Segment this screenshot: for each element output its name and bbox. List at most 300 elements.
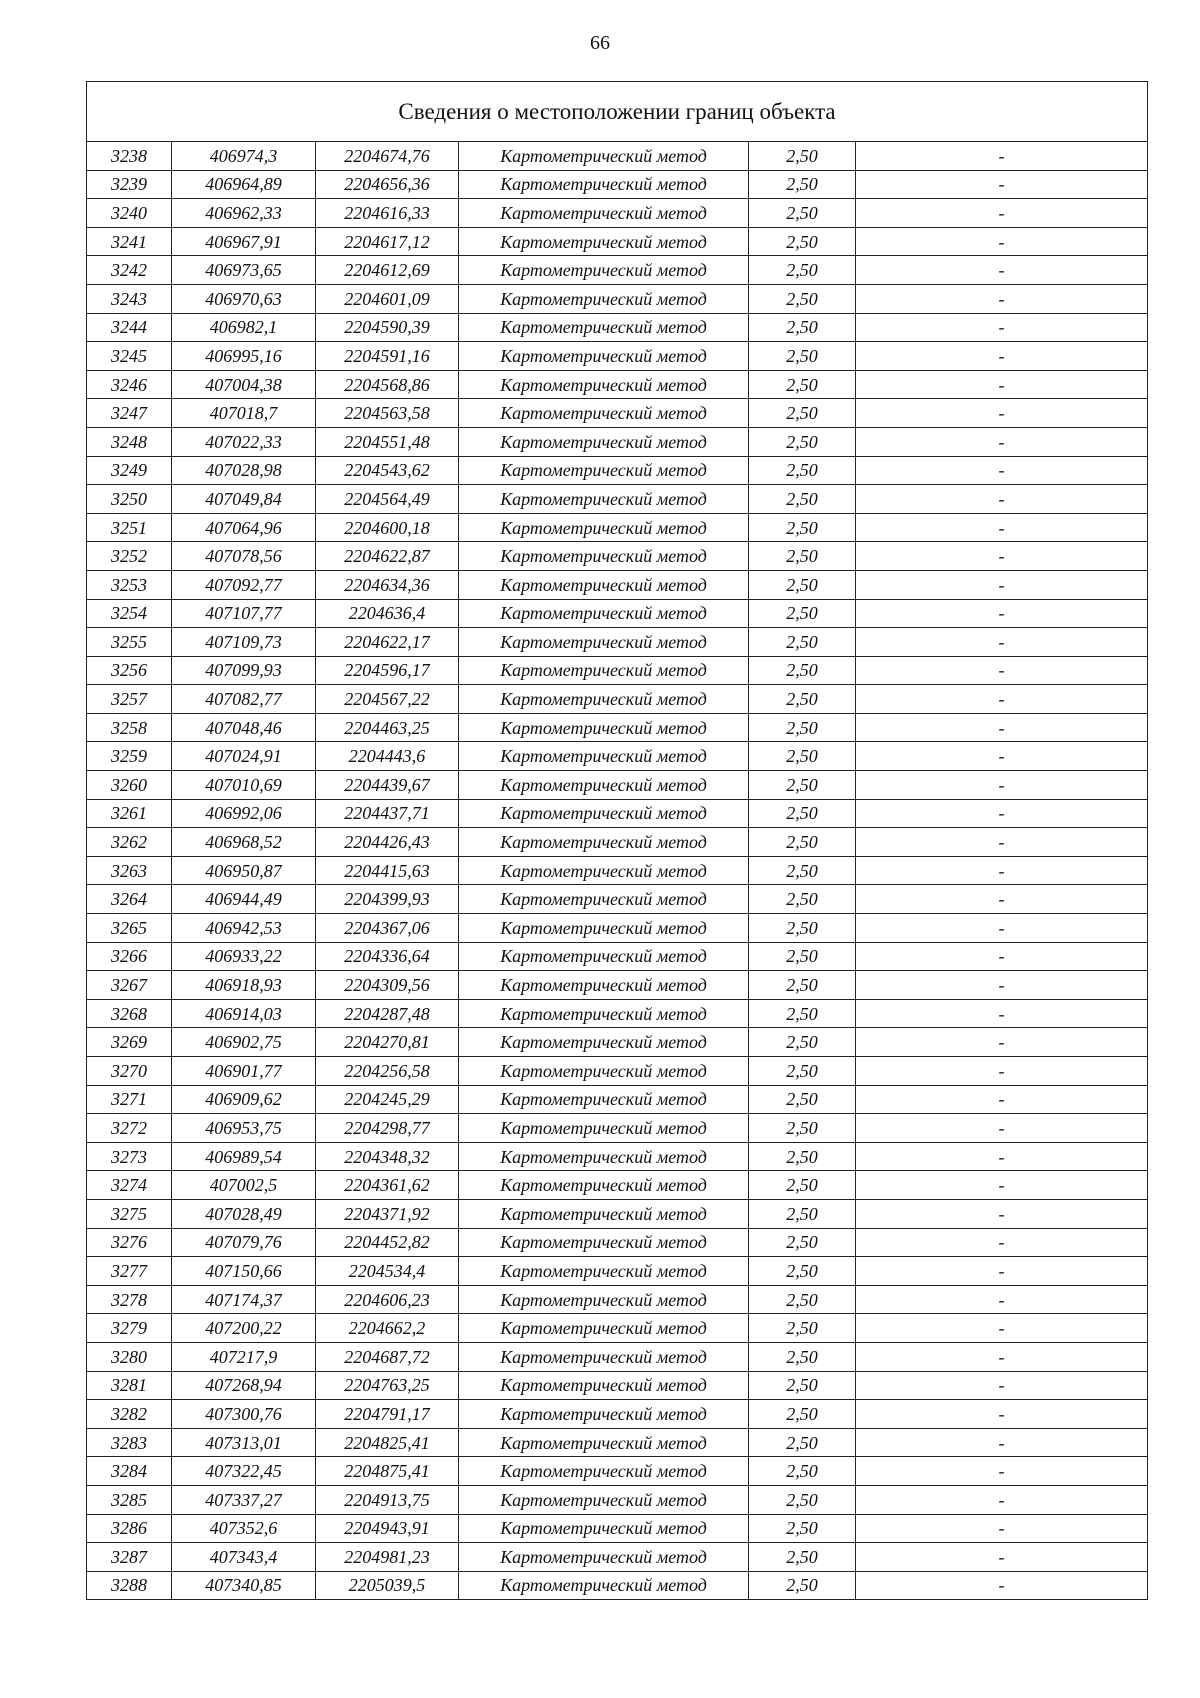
precision-cell: 2,50 [749,914,856,943]
x-coordinate-cell: 406901,77 [172,1057,316,1086]
table-row [87,771,1148,800]
description-cell: - [856,284,1148,313]
y-coordinate-cell: 2204348,32 [316,1142,459,1171]
y-coordinate-cell: 2204371,92 [316,1199,459,1228]
method-cell: Картометрический метод [459,942,749,971]
description-cell: - [856,1085,1148,1114]
method-cell: Картометрический метод [459,799,749,828]
y-coordinate-cell: 2204601,09 [316,284,459,313]
x-coordinate-cell: 406962,33 [172,199,316,228]
precision-cell: 2,50 [749,799,856,828]
point-number-cell: 3242 [87,256,172,285]
table-row [87,199,1148,228]
precision-cell: 2,50 [749,427,856,456]
x-coordinate-cell: 407109,73 [172,628,316,657]
table-row [87,142,1148,171]
y-coordinate-cell: 2204287,48 [316,999,459,1028]
table-row [87,256,1148,285]
method-cell: Картометрический метод [459,1114,749,1143]
y-coordinate-cell: 2204634,36 [316,570,459,599]
precision-cell: 2,50 [749,656,856,685]
method-cell: Картометрический метод [459,1228,749,1257]
y-coordinate-cell: 2204606,23 [316,1285,459,1314]
table-row [87,656,1148,685]
method-cell: Картометрический метод [459,142,749,171]
precision-cell: 2,50 [749,313,856,342]
point-number-cell: 3240 [87,199,172,228]
y-coordinate-cell: 2204596,17 [316,656,459,685]
table-row [87,628,1148,657]
y-coordinate-cell: 2204437,71 [316,799,459,828]
y-coordinate-cell: 2204463,25 [316,713,459,742]
description-cell: - [856,1485,1148,1514]
table-row [87,1057,1148,1086]
description-cell: - [856,256,1148,285]
precision-cell: 2,50 [749,856,856,885]
y-coordinate-cell: 2205039,5 [316,1571,459,1600]
y-coordinate-cell: 2204426,43 [316,828,459,857]
table-title-row [87,82,1148,142]
description-cell: - [856,1114,1148,1143]
table-row [87,542,1148,571]
table-row [87,1342,1148,1371]
precision-cell: 2,50 [749,256,856,285]
method-cell: Картометрический метод [459,1400,749,1429]
point-number-cell: 3263 [87,856,172,885]
point-number-cell: 3246 [87,370,172,399]
precision-cell: 2,50 [749,713,856,742]
precision-cell: 2,50 [749,1342,856,1371]
x-coordinate-cell: 407079,76 [172,1228,316,1257]
point-number-cell: 3285 [87,1485,172,1514]
y-coordinate-cell: 2204981,23 [316,1543,459,1572]
description-cell: - [856,1028,1148,1057]
precision-cell: 2,50 [749,1228,856,1257]
method-cell: Картометрический метод [459,656,749,685]
table-row [87,1228,1148,1257]
table-row [87,570,1148,599]
point-number-cell: 3279 [87,1314,172,1343]
x-coordinate-cell: 406974,3 [172,142,316,171]
x-coordinate-cell: 406914,03 [172,999,316,1028]
point-number-cell: 3245 [87,342,172,371]
precision-cell: 2,50 [749,1428,856,1457]
x-coordinate-cell: 406968,52 [172,828,316,857]
table-row [87,485,1148,514]
x-coordinate-cell: 406950,87 [172,856,316,885]
method-cell: Картометрический метод [459,227,749,256]
table-row [87,599,1148,628]
point-number-cell: 3260 [87,771,172,800]
y-coordinate-cell: 2204687,72 [316,1342,459,1371]
x-coordinate-cell: 407322,45 [172,1457,316,1486]
method-cell: Картометрический метод [459,685,749,714]
x-coordinate-cell: 407340,85 [172,1571,316,1600]
x-coordinate-cell: 407343,4 [172,1543,316,1572]
method-cell: Картометрический метод [459,342,749,371]
x-coordinate-cell: 406964,89 [172,170,316,199]
method-cell: Картометрический метод [459,1314,749,1343]
precision-cell: 2,50 [749,227,856,256]
method-cell: Картометрический метод [459,1257,749,1286]
table-row [87,1171,1148,1200]
precision-cell: 2,50 [749,771,856,800]
description-cell: - [856,999,1148,1028]
table-row [87,1457,1148,1486]
table-row [87,1400,1148,1429]
x-coordinate-cell: 406942,53 [172,914,316,943]
y-coordinate-cell: 2204367,06 [316,914,459,943]
y-coordinate-cell: 2204567,22 [316,685,459,714]
description-cell: - [856,1428,1148,1457]
y-coordinate-cell: 2204452,82 [316,1228,459,1257]
x-coordinate-cell: 407049,84 [172,485,316,514]
method-cell: Картометрический метод [459,713,749,742]
point-number-cell: 3267 [87,971,172,1000]
precision-cell: 2,50 [749,1457,856,1486]
point-number-cell: 3266 [87,942,172,971]
method-cell: Картометрический метод [459,771,749,800]
y-coordinate-cell: 2204622,17 [316,628,459,657]
table-row [87,856,1148,885]
method-cell: Картометрический метод [459,513,749,542]
description-cell: - [856,313,1148,342]
description-cell: - [856,742,1148,771]
x-coordinate-cell: 407010,69 [172,771,316,800]
y-coordinate-cell: 2204943,91 [316,1514,459,1543]
method-cell: Картометрический метод [459,313,749,342]
description-cell: - [856,342,1148,371]
precision-cell: 2,50 [749,628,856,657]
table-row [87,1257,1148,1286]
table-row [87,1142,1148,1171]
table-row [87,427,1148,456]
point-number-cell: 3248 [87,427,172,456]
table-row [87,713,1148,742]
y-coordinate-cell: 2204245,29 [316,1085,459,1114]
table-row [87,227,1148,256]
description-cell: - [856,170,1148,199]
x-coordinate-cell: 406944,49 [172,885,316,914]
precision-cell: 2,50 [749,570,856,599]
description-cell: - [856,199,1148,228]
method-cell: Картометрический метод [459,199,749,228]
description-cell: - [856,713,1148,742]
method-cell: Картометрический метод [459,1285,749,1314]
x-coordinate-cell: 406953,75 [172,1114,316,1143]
description-cell: - [856,427,1148,456]
table-row [87,170,1148,199]
point-number-cell: 3272 [87,1114,172,1143]
point-number-cell: 3261 [87,799,172,828]
description-cell: - [856,1199,1148,1228]
precision-cell: 2,50 [749,542,856,571]
point-number-cell: 3262 [87,828,172,857]
y-coordinate-cell: 2204563,58 [316,399,459,428]
description-cell: - [856,1228,1148,1257]
x-coordinate-cell: 406967,91 [172,227,316,256]
method-cell: Картометрический метод [459,256,749,285]
method-cell: Картометрический метод [459,914,749,943]
point-number-cell: 3264 [87,885,172,914]
description-cell: - [856,628,1148,657]
method-cell: Картометрический метод [459,885,749,914]
precision-cell: 2,50 [749,742,856,771]
method-cell: Картометрический метод [459,1142,749,1171]
y-coordinate-cell: 2204763,25 [316,1371,459,1400]
point-number-cell: 3250 [87,485,172,514]
point-number-cell: 3258 [87,713,172,742]
description-cell: - [856,485,1148,514]
description-cell: - [856,570,1148,599]
y-coordinate-cell: 2204270,81 [316,1028,459,1057]
page-number: 66 [590,32,610,54]
table-row [87,1085,1148,1114]
x-coordinate-cell: 407268,94 [172,1371,316,1400]
table-row [87,342,1148,371]
table-row [87,456,1148,485]
precision-cell: 2,50 [749,456,856,485]
precision-cell: 2,50 [749,1199,856,1228]
x-coordinate-cell: 407337,27 [172,1485,316,1514]
y-coordinate-cell: 2204415,63 [316,856,459,885]
method-cell: Картометрический метод [459,1514,749,1543]
table-row [87,1543,1148,1572]
table-title: Сведения о местоположении границ объекта [87,82,1148,142]
y-coordinate-cell: 2204875,41 [316,1457,459,1486]
description-cell: - [856,971,1148,1000]
precision-cell: 2,50 [749,1400,856,1429]
point-number-cell: 3273 [87,1142,172,1171]
method-cell: Картометрический метод [459,742,749,771]
method-cell: Картометрический метод [459,1457,749,1486]
table-row [87,399,1148,428]
point-number-cell: 3239 [87,170,172,199]
table-row [87,1485,1148,1514]
x-coordinate-cell: 406902,75 [172,1028,316,1057]
table-row [87,999,1148,1028]
table-row [87,1028,1148,1057]
description-cell: - [856,1142,1148,1171]
precision-cell: 2,50 [749,1514,856,1543]
x-coordinate-cell: 406970,63 [172,284,316,313]
y-coordinate-cell: 2204361,62 [316,1171,459,1200]
x-coordinate-cell: 406973,65 [172,256,316,285]
precision-cell: 2,50 [749,685,856,714]
description-cell: - [856,1057,1148,1086]
description-cell: - [856,656,1148,685]
table-row [87,971,1148,1000]
x-coordinate-cell: 407002,5 [172,1171,316,1200]
y-coordinate-cell: 2204336,64 [316,942,459,971]
method-cell: Картометрический метод [459,1342,749,1371]
description-cell: - [856,1314,1148,1343]
method-cell: Картометрический метод [459,485,749,514]
x-coordinate-cell: 406982,1 [172,313,316,342]
point-number-cell: 3254 [87,599,172,628]
y-coordinate-cell: 2204617,12 [316,227,459,256]
x-coordinate-cell: 406909,62 [172,1085,316,1114]
x-coordinate-cell: 407028,98 [172,456,316,485]
y-coordinate-cell: 2204616,33 [316,199,459,228]
table-row [87,1514,1148,1543]
x-coordinate-cell: 407028,49 [172,1199,316,1228]
method-cell: Картометрический метод [459,1571,749,1600]
point-number-cell: 3288 [87,1571,172,1600]
table-row [87,1114,1148,1143]
method-cell: Картометрический метод [459,284,749,313]
method-cell: Картометрический метод [459,599,749,628]
y-coordinate-cell: 2204543,62 [316,456,459,485]
y-coordinate-cell: 2204309,56 [316,971,459,1000]
description-cell: - [856,456,1148,485]
precision-cell: 2,50 [749,999,856,1028]
description-cell: - [856,771,1148,800]
precision-cell: 2,50 [749,1142,856,1171]
precision-cell: 2,50 [749,1571,856,1600]
description-cell: - [856,1514,1148,1543]
precision-cell: 2,50 [749,342,856,371]
x-coordinate-cell: 407082,77 [172,685,316,714]
precision-cell: 2,50 [749,284,856,313]
table-row [87,942,1148,971]
point-number-cell: 3241 [87,227,172,256]
x-coordinate-cell: 407313,01 [172,1428,316,1457]
point-number-cell: 3251 [87,513,172,542]
y-coordinate-cell: 2204439,67 [316,771,459,800]
precision-cell: 2,50 [749,485,856,514]
table-row [87,1199,1148,1228]
method-cell: Картометрический метод [459,1171,749,1200]
x-coordinate-cell: 407024,91 [172,742,316,771]
method-cell: Картометрический метод [459,971,749,1000]
x-coordinate-cell: 407107,77 [172,599,316,628]
x-coordinate-cell: 407048,46 [172,713,316,742]
method-cell: Картометрический метод [459,370,749,399]
method-cell: Картометрический метод [459,1028,749,1057]
y-coordinate-cell: 2204662,2 [316,1314,459,1343]
precision-cell: 2,50 [749,1085,856,1114]
x-coordinate-cell: 407150,66 [172,1257,316,1286]
method-cell: Картометрический метод [459,570,749,599]
precision-cell: 2,50 [749,170,856,199]
x-coordinate-cell: 407018,7 [172,399,316,428]
y-coordinate-cell: 2204568,86 [316,370,459,399]
method-cell: Картометрический метод [459,856,749,885]
point-number-cell: 3284 [87,1457,172,1486]
x-coordinate-cell: 406992,06 [172,799,316,828]
method-cell: Картометрический метод [459,828,749,857]
point-number-cell: 3274 [87,1171,172,1200]
table-row [87,1428,1148,1457]
table-row [87,513,1148,542]
description-cell: - [856,227,1148,256]
description-cell: - [856,399,1148,428]
description-cell: - [856,1543,1148,1572]
point-number-cell: 3276 [87,1228,172,1257]
method-cell: Картометрический метод [459,1057,749,1086]
y-coordinate-cell: 2204591,16 [316,342,459,371]
x-coordinate-cell: 407064,96 [172,513,316,542]
method-cell: Картометрический метод [459,427,749,456]
x-coordinate-cell: 407300,76 [172,1400,316,1429]
description-cell: - [856,685,1148,714]
method-cell: Картометрический метод [459,170,749,199]
x-coordinate-cell: 407099,93 [172,656,316,685]
x-coordinate-cell: 407092,77 [172,570,316,599]
method-cell: Картометрический метод [459,399,749,428]
x-coordinate-cell: 406989,54 [172,1142,316,1171]
description-cell: - [856,513,1148,542]
x-coordinate-cell: 407004,38 [172,370,316,399]
description-cell: - [856,856,1148,885]
point-number-cell: 3256 [87,656,172,685]
method-cell: Картометрический метод [459,628,749,657]
x-coordinate-cell: 407078,56 [172,542,316,571]
description-cell: - [856,799,1148,828]
y-coordinate-cell: 2204656,36 [316,170,459,199]
table-row [87,914,1148,943]
y-coordinate-cell: 2204399,93 [316,885,459,914]
description-cell: - [856,1171,1148,1200]
description-cell: - [856,142,1148,171]
table-row [87,742,1148,771]
point-number-cell: 3265 [87,914,172,943]
method-cell: Картометрический метод [459,1428,749,1457]
point-number-cell: 3253 [87,570,172,599]
description-cell: - [856,1400,1148,1429]
y-coordinate-cell: 2204443,6 [316,742,459,771]
precision-cell: 2,50 [749,1371,856,1400]
precision-cell: 2,50 [749,942,856,971]
boundary-coordinates-table [86,81,1148,1600]
method-cell: Картометрический метод [459,1485,749,1514]
y-coordinate-cell: 2204791,17 [316,1400,459,1429]
description-cell: - [856,542,1148,571]
table-row [87,313,1148,342]
precision-cell: 2,50 [749,199,856,228]
point-number-cell: 3269 [87,1028,172,1057]
point-number-cell: 3270 [87,1057,172,1086]
method-cell: Картометрический метод [459,1543,749,1572]
table-row [87,1571,1148,1600]
table-row [87,1314,1148,1343]
precision-cell: 2,50 [749,370,856,399]
description-cell: - [856,1257,1148,1286]
method-cell: Картометрический метод [459,1371,749,1400]
description-cell: - [856,1285,1148,1314]
precision-cell: 2,50 [749,399,856,428]
precision-cell: 2,50 [749,828,856,857]
method-cell: Картометрический метод [459,456,749,485]
precision-cell: 2,50 [749,971,856,1000]
y-coordinate-cell: 2204534,4 [316,1257,459,1286]
description-cell: - [856,1457,1148,1486]
description-cell: - [856,370,1148,399]
y-coordinate-cell: 2204913,75 [316,1485,459,1514]
x-coordinate-cell: 407200,22 [172,1314,316,1343]
table-row [87,885,1148,914]
method-cell: Картометрический метод [459,542,749,571]
precision-cell: 2,50 [749,1028,856,1057]
precision-cell: 2,50 [749,885,856,914]
description-cell: - [856,828,1148,857]
method-cell: Картометрический метод [459,1199,749,1228]
precision-cell: 2,50 [749,142,856,171]
y-coordinate-cell: 2204256,58 [316,1057,459,1086]
precision-cell: 2,50 [749,1285,856,1314]
point-number-cell: 3268 [87,999,172,1028]
